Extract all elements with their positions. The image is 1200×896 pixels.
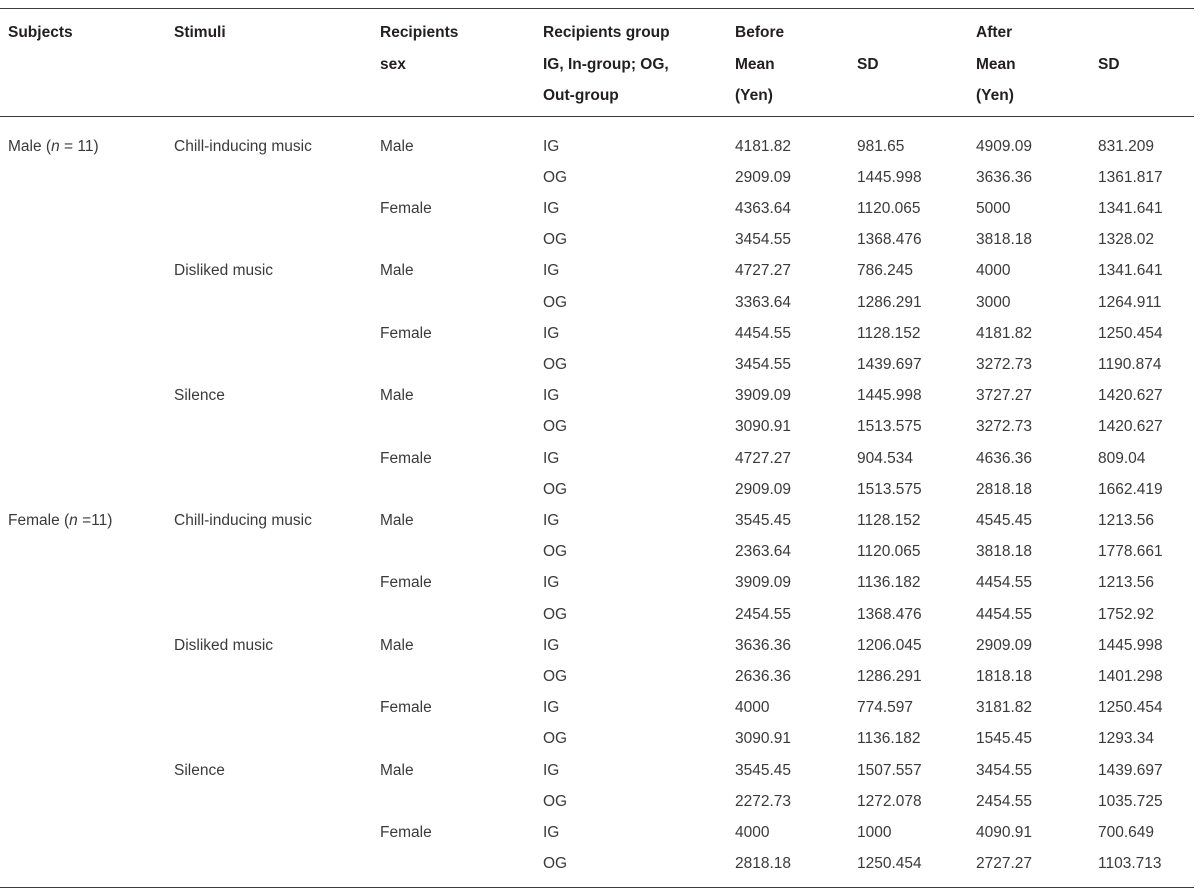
- cell-recipients-group: IG: [543, 511, 560, 529]
- cell-stimulus: Disliked music: [174, 262, 274, 280]
- cell-before-mean: 3909.09: [735, 574, 792, 592]
- table-row: [0, 193, 1194, 224]
- table-row: [0, 119, 1194, 162]
- cell-after-mean: 4909.09: [976, 137, 1033, 155]
- cell-before-mean: 2818.18: [735, 855, 792, 873]
- cell-subjects: [0, 119, 166, 162]
- cell-recipients-sex: Female: [380, 449, 432, 467]
- subject-label-prefix: Female (: [8, 511, 70, 529]
- cell-before-sd: 1439.697: [857, 355, 922, 373]
- cell-before-sd: 1120.065: [857, 199, 921, 217]
- cell-before-mean: 4181.82: [735, 137, 792, 155]
- cell-recipients-group: OG: [543, 855, 568, 873]
- cell-recipients-sex: Female: [380, 199, 432, 217]
- cell-recipients-group: OG: [543, 231, 568, 249]
- cell-before-mean: 3636.36: [735, 636, 792, 654]
- cell-after-mean: 2454.55: [976, 792, 1033, 810]
- cell-before-sd: 1136.182: [857, 574, 921, 592]
- subject-label-prefix: Male (: [8, 137, 52, 155]
- cell-before-sd: 981.65: [857, 137, 905, 155]
- cell-after-mean: 3454.55: [976, 761, 1033, 779]
- cell-after-sd: 1293.34: [1098, 730, 1155, 748]
- cell-recipients-group: IG: [543, 761, 560, 779]
- cell-stimulus: [166, 318, 372, 349]
- cell-recipients-sex: Male: [380, 137, 414, 155]
- cell-subjects: [0, 224, 166, 255]
- cell-after-sd: 1439.697: [1098, 761, 1163, 779]
- cell-recipients-group: IG: [543, 199, 560, 217]
- cell-recipients-sex: Male: [380, 636, 414, 654]
- header-subjects-label: Subjects: [8, 24, 73, 41]
- table-row: [0, 443, 1194, 474]
- cell-after-mean: 4181.82: [976, 324, 1033, 342]
- cell-after-sd: 1752.92: [1098, 605, 1155, 623]
- cell-stimulus: [166, 599, 372, 630]
- cell-recipients-group: OG: [543, 792, 568, 810]
- cell-after-sd: 1778.661: [1098, 543, 1163, 561]
- cell-recipients-sex: [372, 599, 535, 630]
- cell-stimulus: Chill-inducing music: [174, 137, 312, 155]
- cell-after-mean: 5000: [976, 199, 1011, 217]
- table-row: [0, 692, 1194, 723]
- cell-stimulus: [166, 287, 372, 318]
- header-before-line: Mean: [735, 55, 775, 73]
- cell-recipients-group: IG: [543, 262, 560, 280]
- cell-stimulus: [166, 723, 372, 754]
- cell-recipients-sex: [372, 411, 535, 442]
- cell-before-mean: 3909.09: [735, 387, 792, 405]
- cell-subjects: [0, 411, 166, 442]
- cell-before-sd: 1368.476: [857, 605, 922, 623]
- cell-recipients-group: OG: [543, 480, 568, 498]
- cell-recipients-group: OG: [543, 543, 568, 561]
- table-body: [0, 119, 1194, 880]
- cell-subjects: [0, 723, 166, 754]
- header-after-line: After: [976, 24, 1013, 41]
- cell-before-mean: 2909.09: [735, 480, 792, 498]
- cell-stimulus: [166, 193, 372, 224]
- cell-stimulus: Silence: [174, 387, 225, 405]
- cell-after-sd: 1401.298: [1098, 667, 1163, 685]
- cell-before-sd: 1445.998: [857, 168, 922, 186]
- header-before-mean: [727, 9, 849, 119]
- cell-after-mean: 4636.36: [976, 449, 1033, 467]
- cell-before-sd: 1368.476: [857, 231, 922, 249]
- header-recipients-group-line: IG, In-group; OG,: [543, 55, 669, 73]
- table-row: [0, 411, 1194, 442]
- table-row: [0, 505, 1194, 536]
- table-row: [0, 474, 1194, 505]
- cell-before-sd: 1000: [857, 823, 892, 841]
- table-row: [0, 817, 1194, 848]
- cell-recipients-group: OG: [543, 418, 568, 436]
- cell-after-mean: 3000: [976, 293, 1011, 311]
- cell-after-sd: 1662.419: [1098, 480, 1163, 498]
- cell-before-mean: 2363.64: [735, 543, 792, 561]
- cell-subjects: [0, 817, 166, 848]
- cell-before-mean: 2454.55: [735, 605, 792, 623]
- cell-recipients-group: IG: [543, 324, 560, 342]
- cell-recipients-sex: Female: [380, 324, 432, 342]
- cell-after-mean: 1545.45: [976, 730, 1033, 748]
- header-subjects: [0, 9, 166, 119]
- cell-stimulus: [166, 443, 372, 474]
- cell-subjects: [0, 162, 166, 193]
- header-before-sd-label: SD: [857, 55, 879, 73]
- table-row: [0, 723, 1194, 754]
- table-header: [0, 9, 1194, 119]
- cell-recipients-sex: [372, 287, 535, 318]
- cell-stimulus: [166, 817, 372, 848]
- header-after-sd-label: SD: [1098, 55, 1120, 73]
- table-row: [0, 599, 1194, 630]
- header-after-mean: [968, 9, 1090, 119]
- cell-after-sd: 1103.713: [1098, 855, 1162, 873]
- cell-before-sd: 1513.575: [857, 418, 922, 436]
- header-before-line: (Yen): [735, 87, 773, 104]
- cell-before-sd: 786.245: [857, 262, 914, 280]
- header-after-line: (Yen): [976, 87, 1014, 104]
- table-row: [0, 224, 1194, 255]
- cell-after-sd: 1250.454: [1098, 324, 1163, 342]
- cell-stimulus: [166, 349, 372, 380]
- cell-stimulus: Disliked music: [174, 636, 274, 654]
- cell-before-mean: 3454.55: [735, 355, 792, 373]
- cell-recipients-group: IG: [543, 699, 560, 717]
- header-recipients-sex-line: Recipients: [380, 24, 459, 41]
- cell-after-sd: 700.649: [1098, 823, 1155, 841]
- cell-subjects: [0, 848, 166, 879]
- cell-subjects: [0, 443, 166, 474]
- table-row: [0, 349, 1194, 380]
- table-row: [0, 755, 1194, 786]
- header-row: [0, 9, 1194, 119]
- header-before-line: Before: [735, 24, 785, 41]
- header-after-line: Mean: [976, 55, 1016, 73]
- table-row: [0, 536, 1194, 567]
- cell-stimulus: [166, 162, 372, 193]
- cell-recipients-sex: [372, 162, 535, 193]
- cell-before-mean: 4727.27: [735, 449, 792, 467]
- table-row: [0, 318, 1194, 349]
- subject-label-n: n: [69, 511, 78, 529]
- cell-stimulus: Chill-inducing music: [174, 511, 312, 529]
- table-row: [0, 848, 1194, 879]
- cell-after-mean: 4000: [976, 262, 1011, 280]
- cell-after-sd: 1341.641: [1098, 262, 1163, 280]
- cell-before-sd: 1128.152: [857, 324, 921, 342]
- cell-after-sd: 1420.627: [1098, 418, 1163, 436]
- cell-subjects: [0, 193, 166, 224]
- cell-after-mean: 4545.45: [976, 511, 1033, 529]
- header-after-sd: [1090, 9, 1194, 119]
- cell-after-sd: 1250.454: [1098, 699, 1163, 717]
- cell-stimulus: [166, 536, 372, 567]
- cell-before-sd: 1286.291: [857, 667, 922, 685]
- cell-stimulus: [166, 567, 372, 598]
- cell-after-mean: 3727.27: [976, 387, 1033, 405]
- cell-recipients-group: OG: [543, 355, 568, 373]
- cell-before-mean: 4727.27: [735, 262, 792, 280]
- cell-before-sd: 1120.065: [857, 543, 921, 561]
- cell-subjects: [0, 255, 166, 286]
- cell-subjects: [0, 380, 166, 411]
- cell-after-mean: 1818.18: [976, 667, 1033, 685]
- cell-after-sd: 809.04: [1098, 449, 1146, 467]
- cell-subjects: [0, 786, 166, 817]
- cell-after-mean: 2818.18: [976, 480, 1033, 498]
- cell-before-mean: 4363.64: [735, 199, 792, 217]
- cell-before-mean: 3545.45: [735, 761, 792, 779]
- cell-after-mean: 4090.91: [976, 823, 1033, 841]
- cell-after-sd: 1190.874: [1098, 355, 1162, 373]
- cell-recipients-group: OG: [543, 667, 568, 685]
- table-row: [0, 786, 1194, 817]
- table-row: [0, 380, 1194, 411]
- cell-before-mean: 2636.36: [735, 667, 792, 685]
- cell-after-mean: 2909.09: [976, 636, 1033, 654]
- header-before-sd-spacer: [857, 17, 968, 49]
- cell-before-sd: 1286.291: [857, 293, 922, 311]
- cell-subjects: [0, 661, 166, 692]
- cell-before-sd: 1507.557: [857, 761, 922, 779]
- cell-before-mean: 4000: [735, 823, 770, 841]
- cell-after-sd: 831.209: [1098, 137, 1155, 155]
- cell-recipients-group: IG: [543, 137, 560, 155]
- cell-subjects: [0, 505, 166, 536]
- cell-stimulus: [166, 786, 372, 817]
- cell-after-sd: 1445.998: [1098, 636, 1163, 654]
- cell-after-mean: 4454.55: [976, 605, 1033, 623]
- header-recipients-group-line: Out-group: [543, 87, 619, 104]
- cell-after-mean: 3181.82: [976, 699, 1033, 717]
- cell-recipients-sex: Female: [380, 823, 432, 841]
- header-stimuli-label: Stimuli: [174, 24, 226, 41]
- cell-recipients-sex: Female: [380, 699, 432, 717]
- cell-recipients-sex: [372, 474, 535, 505]
- cell-after-sd: 1328.02: [1098, 231, 1155, 249]
- cell-subjects: [0, 474, 166, 505]
- cell-after-mean: 3818.18: [976, 543, 1033, 561]
- cell-recipients-group: OG: [543, 730, 568, 748]
- cell-after-mean: 2727.27: [976, 855, 1033, 873]
- header-recipients-sex-line: sex: [380, 55, 406, 73]
- table-row: [0, 661, 1194, 692]
- data-table: [0, 9, 1194, 879]
- cell-after-sd: 1420.627: [1098, 387, 1163, 405]
- cell-after-mean: 4454.55: [976, 574, 1033, 592]
- cell-recipients-sex: [372, 349, 535, 380]
- cell-before-mean: 4454.55: [735, 324, 792, 342]
- cell-before-mean: 3090.91: [735, 730, 792, 748]
- cell-recipients-group: IG: [543, 387, 560, 405]
- cell-subjects: [0, 318, 166, 349]
- cell-before-mean: 3545.45: [735, 511, 792, 529]
- cell-after-sd: 1213.56: [1098, 511, 1155, 529]
- cell-recipients-group: OG: [543, 168, 568, 186]
- cell-subjects: [0, 536, 166, 567]
- cell-stimulus: [166, 848, 372, 879]
- cell-before-mean: 3363.64: [735, 293, 792, 311]
- cell-after-sd: 1361.817: [1098, 168, 1163, 186]
- table-row: [0, 567, 1194, 598]
- cell-subjects: [0, 599, 166, 630]
- cell-after-sd: 1035.725: [1098, 792, 1163, 810]
- cell-recipients-sex: Female: [380, 574, 432, 592]
- cell-subjects: [0, 567, 166, 598]
- table-row: [0, 630, 1194, 661]
- cell-after-sd: 1213.56: [1098, 574, 1155, 592]
- cell-recipients-group: IG: [543, 823, 560, 841]
- cell-before-mean: 4000: [735, 699, 770, 717]
- header-before-sd: [849, 9, 968, 119]
- cell-recipients-group: IG: [543, 574, 560, 592]
- cell-before-sd: 1206.045: [857, 636, 922, 654]
- cell-before-mean: 3454.55: [735, 231, 792, 249]
- cell-after-sd: 1264.911: [1098, 293, 1162, 311]
- cell-before-sd: 1250.454: [857, 855, 922, 873]
- cell-recipients-group: IG: [543, 636, 560, 654]
- cell-recipients-sex: [372, 661, 535, 692]
- cell-before-sd: 1136.182: [857, 730, 921, 748]
- cell-after-mean: 3272.73: [976, 355, 1033, 373]
- cell-before-mean: 2909.09: [735, 168, 792, 186]
- cell-recipients-group: OG: [543, 293, 568, 311]
- cell-subjects: [0, 287, 166, 318]
- cell-after-mean: 3818.18: [976, 231, 1033, 249]
- header-recipients-sex: [372, 9, 535, 119]
- bottom-rule: [0, 887, 1194, 888]
- cell-recipients-sex: [372, 848, 535, 879]
- cell-subjects: [0, 349, 166, 380]
- cell-before-sd: 1128.152: [857, 511, 921, 529]
- cell-subjects: [0, 630, 166, 661]
- cell-stimulus: [166, 411, 372, 442]
- cell-stimulus: Silence: [174, 761, 225, 779]
- cell-after-mean: 3272.73: [976, 418, 1033, 436]
- cell-before-mean: 2272.73: [735, 792, 792, 810]
- cell-stimulus: [166, 224, 372, 255]
- cell-recipients-sex: [372, 536, 535, 567]
- cell-recipients-sex: [372, 723, 535, 754]
- table-row: [0, 255, 1194, 286]
- cell-recipients-sex: Male: [380, 262, 414, 280]
- subject-label-n: n: [51, 137, 60, 155]
- header-recipients-group: [535, 9, 727, 119]
- cell-stimulus: [166, 692, 372, 723]
- cell-recipients-sex: Male: [380, 511, 414, 529]
- header-after-sd-spacer: [1098, 17, 1194, 49]
- cell-recipients-sex: Male: [380, 387, 414, 405]
- cell-recipients-sex: Male: [380, 761, 414, 779]
- cell-before-sd: 1513.575: [857, 480, 922, 498]
- cell-before-sd: 904.534: [857, 449, 914, 467]
- cell-before-sd: 1445.998: [857, 387, 922, 405]
- subject-label-suffix: =11): [77, 511, 113, 529]
- cell-before-sd: 1272.078: [857, 792, 922, 810]
- cell-after-sd: 1341.641: [1098, 199, 1163, 217]
- cell-before-sd: 774.597: [857, 699, 914, 717]
- cell-before-mean: 3090.91: [735, 418, 792, 436]
- cell-stimulus: [166, 661, 372, 692]
- subject-label-suffix: = 11): [59, 137, 99, 155]
- header-stimuli: [166, 9, 372, 119]
- cell-stimulus: [166, 474, 372, 505]
- cell-subjects: [0, 755, 166, 786]
- table-row: [0, 162, 1194, 193]
- cell-recipients-sex: [372, 786, 535, 817]
- cell-after-mean: 3636.36: [976, 168, 1033, 186]
- cell-recipients-sex: [372, 224, 535, 255]
- table-row: [0, 287, 1194, 318]
- cell-subjects: [0, 692, 166, 723]
- cell-recipients-group: OG: [543, 605, 568, 623]
- header-recipients-group-line: Recipients group: [543, 24, 670, 41]
- cell-recipients-group: IG: [543, 449, 560, 467]
